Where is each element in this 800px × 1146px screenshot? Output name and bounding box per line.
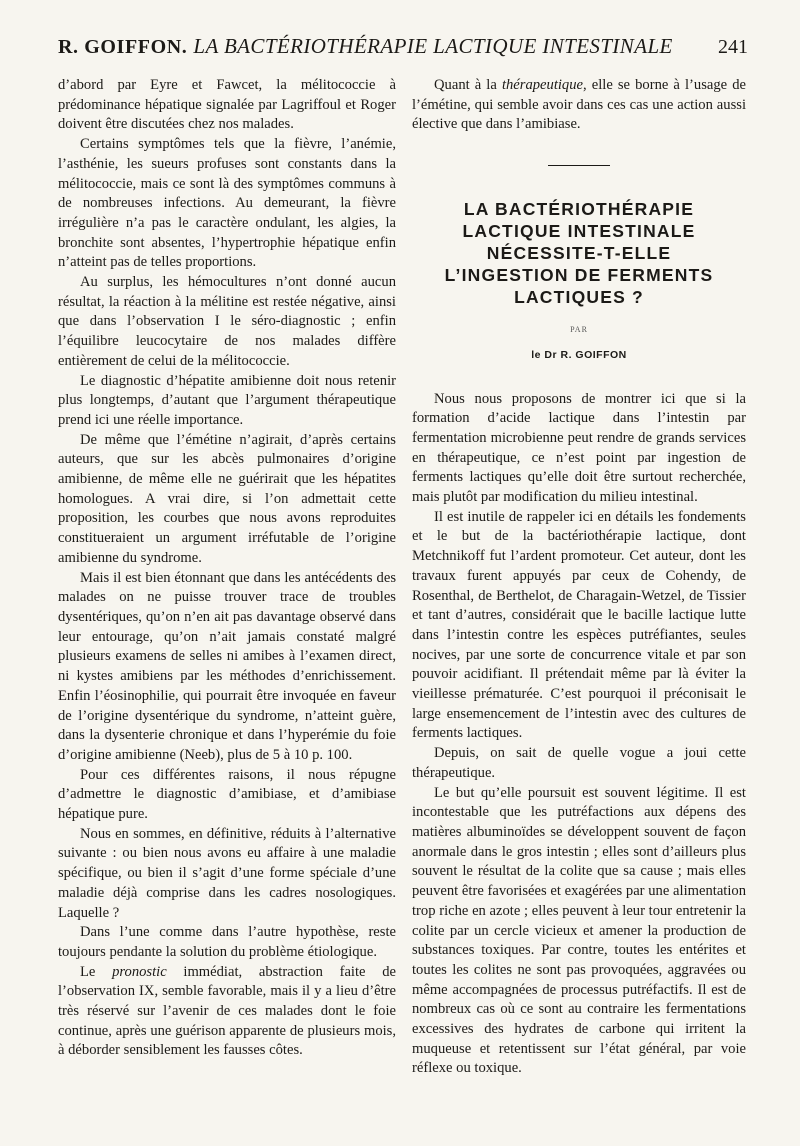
paragraph: Pour ces différentes raisons, il nous répugne d’admettre le diagnostic d’amibiase, et d’amibiase hépatique pure. bbox=[58, 766, 396, 823]
text-run: Quant à la bbox=[434, 77, 502, 93]
paragraph: Nous nous proposons de montrer ici que si la formation d’acide lactique dans l’intestin par fermentation microbienne peut rendre de grands services en thérapeutique, ce n’est point par ingestion de ferments lactiques qu’elle doit être surtout recherchée, mais plutôt par modification du milieu intestinal. bbox=[412, 390, 746, 506]
article-title-line: LACTIQUES ? bbox=[514, 287, 644, 308]
paragraph: Mais il est bien étonnant que dans les antécédents des malades on ne puisse trouver trace de troubles dysentériques, qu’on n’en ait pas davantage observé dans leur entourage, qu’on n’ait jamais constaté malgré plusieurs examens de selles ni amibes à l’examen direct, ni kystes amibiens par les méthodes d’enrichissement. Enfin l’éosinophilie, qui pourrait être invoquée en faveur de l’origine dysentérique du syndrome, n’atteint guère, dans la dysenterie chronique et dans l’hyperémie du foie d’origine amibienne (Neeb), plus de 5 à 10 p. 100. bbox=[58, 569, 396, 763]
left-column bbox=[58, 76, 396, 1061]
paragraph: Dans l’une comme dans l’autre hypothèse, reste toujours pendante la solution du problème étiologique. bbox=[58, 924, 396, 960]
paragraph-therapeutics bbox=[412, 76, 746, 135]
italic-term: pronostic bbox=[112, 963, 167, 980]
article-title-line: NÉCESSITE-T-ELLE bbox=[486, 243, 672, 264]
paragraph: Il est inutile de rappeler ici en détails les fondements et le but de la bactériothérapie lactique, dont Metchnikoff fut l’ardent promoteur. Cet auteur, dont les travaux furent appuyés par ceux de Cohendy, de Rosenthal, de Berthelot, de Charagain-Wetzel, de Tissier et tant d’autres, considérait que le bacille lactique lutte dans l’intestin contre les espèces putréfiantes, seules nocives, par une sorte de concurrence vitale et par son pouvoir acidifiant. Il prétendait même par là éviter la vieillesse prématurée. C’est pourquoi il préconisait le large ensemencement de l’intestin avec des cultures de ferments lactiques. bbox=[412, 508, 746, 742]
article-title-line: LACTIQUE INTESTINALE bbox=[462, 221, 696, 242]
paragraph: d’abord par Eyre et Fawcet, la mélitococcie à prédominance hépatique signalée par Lagriffoul et Roger doivent être discutées chez nos malades. bbox=[58, 77, 396, 133]
paragraph: Le diagnostic d’hépatite amibienne doit nous retenir plus longtemps, d’autant que l’argument thérapeutique prend ici une réelle importance. bbox=[58, 372, 396, 428]
header-author: R. GOIFFON. bbox=[58, 36, 188, 58]
right-column bbox=[412, 76, 746, 1079]
paragraph: Nous en sommes, en définitive, réduits à l’alternative suivante : ou bien nous avons eu affaire à une maladie spécifique, ou bien il s’agit d’une forme spéciale d’une maladie déjà comprise dans les cadres nosologiques. Laquelle ? bbox=[58, 825, 396, 921]
paragraph: Depuis, on sait de quelle vogue a joui cette thérapeutique. bbox=[412, 745, 746, 781]
article-title bbox=[412, 198, 746, 308]
paragraph: Certains symptômes tels que la fièvre, l’anémie, l’asthénie, les sueurs profuses sont constants dans la mélitococcie, mais ce sont là des symptômes communs à de nombreuses infections. Au demeurant, la fièvre irrégulière n’a pas le caractère ondulant, les algies, la bronchite sont absentes, l’hypertrophie hépatique enfin n’atteint pas de telles proportions. bbox=[58, 136, 396, 271]
article-title-line: LA BACTÉRIOTHÉRAPIE bbox=[463, 199, 695, 220]
page-number: 241 bbox=[718, 36, 748, 58]
italic-term: thérapeutique bbox=[501, 77, 583, 93]
byline-author: le Dr R. GOIFFON bbox=[531, 348, 627, 361]
article-title-line: L’INGESTION DE FERMENTS bbox=[444, 265, 714, 286]
header-title: LA BACTÉRIOTHÉRAPIE LACTIQUE INTESTINALE bbox=[193, 34, 673, 58]
text-run: immédiat, abstraction faite de l’observation IX, semble favorable, mais il y a lieu d’être très réservé sur l’avenir de ces malades dont le foie continue, après une guérison apparente de plusieurs mois, à déborder sensiblement les fausses côtes. bbox=[58, 963, 396, 1059]
byline-par: PAR bbox=[570, 325, 588, 335]
paragraph: De même que l’émétine n’agirait, d’après certains auteurs, que sur les abcès pulmonaires d’origine amibienne, de même elle ne guérirait que les hépatites homologues. A vrai dire, si l’on admettait cette proposition, les courbes que nous avons reproduites constitueraient un argument irréfutable de l’origine amibienne du syndrome. bbox=[58, 431, 396, 566]
text-run: , elle se borne à l’usage de l’émétine, qui semble avoir dans ces cas une action aussi élective que dans l’amibiase. bbox=[412, 77, 746, 133]
running-header bbox=[58, 34, 748, 70]
section-divider bbox=[548, 165, 610, 166]
text-run: Le bbox=[80, 963, 113, 980]
paragraph: Au surplus, les hémocultures n’ont donné aucun résultat, la réaction à la mélitine est restée négative, ainsi que dans l’observation I le séro-diagnostic ; enfin l’équilibre leucocytaire de nos malades diffère entièrement de celui de la mélitococcie. bbox=[58, 274, 396, 369]
paragraph-prognosis bbox=[58, 963, 396, 1062]
paragraph: Le but qu’elle poursuit est souvent légitime. Il est incontestable que les putréfactions aux dépens des matières albuminoïdes se développent souvent de façon anormale dans le gros intestin ; elles sont d’ailleurs plus souvent le résultat de la colite que sa cause ; mais elles peuvent être favorisées et exagérées par une alimentation trop riche en azote ; elles peuvent à leur tour entretenir la colite par un cercle vicieux et amener la production de substances toxiques. Par contre, toutes les entérites et toutes les colites ne sont pas provoquées, aggravées ou même accompagnées de processus putréfactifs. Il est de nombreux cas où ce sont au contraire les fermentations excessives des hydrates de carbone qui irritent la muqueuse et retentissent sur l’état général, par voie réflexe ou toxique. bbox=[412, 784, 746, 1077]
